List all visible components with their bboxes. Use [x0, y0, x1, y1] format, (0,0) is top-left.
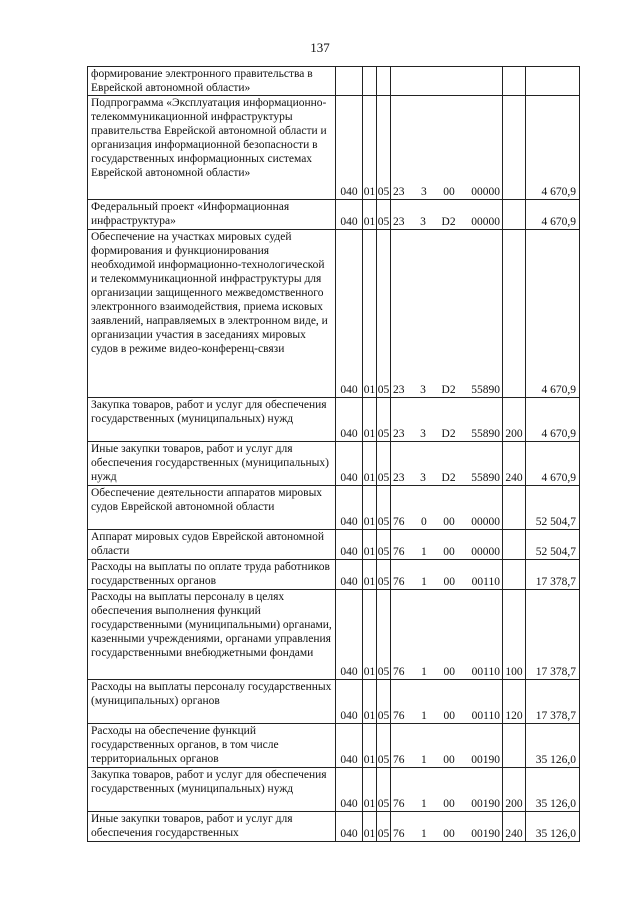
section-code: 01 — [363, 768, 377, 812]
section-code: 01 — [363, 398, 377, 442]
target-article-parts — [391, 471, 502, 485]
target-article-cs1: 23 — [393, 216, 405, 228]
ministry-code: 040 — [336, 442, 363, 486]
amount: 4 670,9 — [526, 230, 580, 398]
row-name: Иные закупки товаров, работ и услуг для обеспечения государственных (муниципальных) нужд — [88, 442, 336, 486]
row-name: Иные закупки товаров, работ и услуг для обеспечения государственных — [88, 812, 336, 842]
target-article-cs1: 76 — [393, 828, 405, 840]
subsection-code — [377, 67, 391, 96]
row-name: Обеспечение на участках мировых судей формирования и функционирования необходимой информационно-технологической и телекоммуникационной инфраструктуры для организации защищенного межведомственного электронного взаимодействия, приема исковых заявлений, направляемых в электронном виде, и организации участия в заседаниях мировых судов в режиме видео-конференц-связи — [88, 230, 336, 398]
target-article-cs4: 00000 — [471, 546, 500, 558]
target-article — [391, 442, 503, 486]
subsection-code: 05 — [377, 442, 391, 486]
target-article-cs3: D2 — [441, 472, 456, 484]
amount: 52 504,7 — [526, 530, 580, 560]
target-article-cs2: 1 — [421, 576, 427, 588]
expense-type-code: 200 — [503, 398, 526, 442]
subsection-code: 05 — [377, 486, 391, 530]
target-article-cs2: 3 — [420, 216, 426, 228]
target-article-cs1: 76 — [393, 576, 405, 588]
expense-type-code: 240 — [503, 442, 526, 486]
target-article-parts — [391, 185, 502, 199]
ministry-code: 040 — [336, 768, 363, 812]
target-article-cs1: 23 — [393, 472, 405, 484]
table-row — [88, 560, 580, 590]
budget-table-body — [88, 67, 580, 842]
expense-type-code — [503, 486, 526, 530]
target-article-cs4: 00000 — [471, 216, 500, 228]
ministry-code: 040 — [336, 230, 363, 398]
target-article-cs1: 76 — [393, 798, 405, 810]
target-article-cs3: 00 — [443, 516, 455, 528]
expense-type-code — [503, 560, 526, 590]
target-article-cs2: 3 — [420, 428, 426, 440]
target-article — [391, 768, 503, 812]
row-name: Аппарат мировых судов Еврейской автономной области — [88, 530, 336, 560]
expense-type-code: 100 — [503, 590, 526, 680]
target-article-cs4: 00110 — [471, 576, 500, 588]
row-name: Подпрограмма «Эксплуатация информационно-телекоммуникационной инфраструктуры правительства Еврейской автономной области и организация информационной безопасности в государственных информационных системах Еврейской автономной области» — [88, 96, 336, 200]
ministry-code: 040 — [336, 530, 363, 560]
amount: 17 378,7 — [526, 560, 580, 590]
amount: 52 504,7 — [526, 486, 580, 530]
row-name: формирование электронного правительства в Еврейской автономной области» — [88, 67, 336, 96]
target-article-cs2: 1 — [421, 666, 427, 678]
subsection-code: 05 — [377, 590, 391, 680]
expense-type-code — [503, 230, 526, 398]
row-name: Расходы на выплаты по оплате труда работников государственных органов — [88, 560, 336, 590]
amount: 4 670,9 — [526, 442, 580, 486]
target-article — [391, 67, 503, 96]
ministry-code: 040 — [336, 398, 363, 442]
table-row — [88, 724, 580, 768]
subsection-code: 05 — [377, 812, 391, 842]
target-article — [391, 486, 503, 530]
subsection-code: 05 — [377, 530, 391, 560]
target-article-cs3: 00 — [443, 798, 455, 810]
target-article-cs3: 00 — [443, 186, 455, 198]
target-article-parts — [391, 515, 502, 529]
target-article-parts — [391, 753, 502, 767]
target-article-cs1: 23 — [393, 384, 405, 396]
target-article-cs4: 00190 — [471, 828, 500, 840]
amount: 4 670,9 — [526, 398, 580, 442]
table-row — [88, 486, 580, 530]
table-row — [88, 230, 580, 398]
section-code: 01 — [363, 724, 377, 768]
target-article — [391, 560, 503, 590]
expense-type-code — [503, 96, 526, 200]
amount: 17 378,7 — [526, 680, 580, 724]
section-code — [363, 67, 377, 96]
target-article-cs2: 1 — [421, 828, 427, 840]
table-row — [88, 442, 580, 486]
target-article-parts — [391, 827, 502, 841]
section-code: 01 — [363, 442, 377, 486]
target-article-cs2: 1 — [421, 798, 427, 810]
target-article-parts — [391, 575, 502, 589]
row-name: Закупка товаров, работ и услуг для обеспечения государственных (муниципальных) нужд — [88, 768, 336, 812]
target-article — [391, 812, 503, 842]
subsection-code: 05 — [377, 230, 391, 398]
ministry-code — [336, 67, 363, 96]
target-article-cs4: 55890 — [471, 384, 500, 396]
target-article-parts — [391, 665, 502, 679]
target-article-parts — [391, 383, 502, 397]
target-article-cs1: 23 — [393, 186, 405, 198]
table-row — [88, 590, 580, 680]
section-code: 01 — [363, 200, 377, 230]
table-row — [88, 200, 580, 230]
ministry-code: 040 — [336, 724, 363, 768]
target-article-cs3: 00 — [443, 754, 455, 766]
target-article-cs2: 3 — [421, 186, 427, 198]
target-article — [391, 724, 503, 768]
row-name: Расходы на обеспечение функций государственных органов, в том числе территориальных органов — [88, 724, 336, 768]
expense-type-code — [503, 724, 526, 768]
section-code: 01 — [363, 680, 377, 724]
target-article — [391, 590, 503, 680]
row-name: Обеспечение деятельности аппаратов мировых судов Еврейской автономной области — [88, 486, 336, 530]
target-article-cs4: 00110 — [471, 666, 500, 678]
expense-type-code: 200 — [503, 768, 526, 812]
target-article-cs3: D2 — [441, 384, 456, 396]
expense-type-code — [503, 530, 526, 560]
subsection-code: 05 — [377, 680, 391, 724]
target-article-cs4: 55890 — [471, 472, 500, 484]
target-article-cs2: 1 — [421, 754, 427, 766]
ministry-code: 040 — [336, 560, 363, 590]
target-article-cs3: D2 — [441, 216, 456, 228]
target-article — [391, 398, 503, 442]
section-code: 01 — [363, 560, 377, 590]
ministry-code: 040 — [336, 96, 363, 200]
target-article-cs2: 3 — [420, 472, 426, 484]
expense-type-code — [503, 200, 526, 230]
target-article — [391, 680, 503, 724]
amount: 17 378,7 — [526, 590, 580, 680]
ministry-code: 040 — [336, 590, 363, 680]
target-article-cs1: 76 — [393, 666, 405, 678]
target-article-cs1: 76 — [393, 516, 405, 528]
row-name: Расходы на выплаты персоналу в целях обеспечения выполнения функций государственными (муниципальными) органами, казенными учреждениями, органами управления государственными внебюджетными фондами — [88, 590, 336, 680]
table-row — [88, 680, 580, 724]
target-article — [391, 230, 503, 398]
target-article-cs4: 00110 — [471, 710, 500, 722]
subsection-code: 05 — [377, 96, 391, 200]
ministry-code: 040 — [336, 812, 363, 842]
table-row — [88, 96, 580, 200]
amount — [526, 67, 580, 96]
target-article-parts — [391, 215, 502, 229]
table-row — [88, 530, 580, 560]
target-article — [391, 200, 503, 230]
ministry-code: 040 — [336, 486, 363, 530]
target-article-cs1: 76 — [393, 754, 405, 766]
target-article-cs4: 00190 — [471, 798, 500, 810]
table-row — [88, 398, 580, 442]
section-code: 01 — [363, 812, 377, 842]
target-article-cs2: 3 — [420, 384, 426, 396]
target-article-cs1: 23 — [393, 428, 405, 440]
target-article-cs1: 76 — [393, 546, 405, 558]
target-article-cs4: 00190 — [471, 754, 500, 766]
amount: 35 126,0 — [526, 768, 580, 812]
target-article — [391, 530, 503, 560]
target-article-cs3: 00 — [443, 666, 456, 678]
table-row — [88, 67, 580, 96]
target-article-cs1: 76 — [393, 710, 405, 722]
target-article-cs4: 00000 — [471, 186, 500, 198]
target-article-cs2: 1 — [421, 546, 427, 558]
ministry-code: 040 — [336, 200, 363, 230]
ministry-code: 040 — [336, 680, 363, 724]
row-name: Расходы на выплаты персоналу государственных (муниципальных) органов — [88, 680, 336, 724]
section-code: 01 — [363, 486, 377, 530]
target-article-cs4: 55890 — [471, 428, 500, 440]
budget-table — [87, 66, 580, 842]
target-article-cs3: 00 — [443, 710, 456, 722]
expense-type-code: 240 — [503, 812, 526, 842]
target-article-cs2: 0 — [421, 516, 427, 528]
row-name: Федеральный проект «Информационная инфраструктура» — [88, 200, 336, 230]
target-article-cs2: 1 — [421, 710, 427, 722]
subsection-code: 05 — [377, 200, 391, 230]
table-row — [88, 768, 580, 812]
row-name: Закупка товаров, работ и услуг для обеспечения государственных (муниципальных) нужд — [88, 398, 336, 442]
section-code: 01 — [363, 230, 377, 398]
subsection-code: 05 — [377, 398, 391, 442]
amount: 35 126,0 — [526, 724, 580, 768]
target-article-parts — [391, 427, 502, 441]
table-row — [88, 812, 580, 842]
section-code: 01 — [363, 590, 377, 680]
page-number: 137 — [310, 40, 330, 55]
amount: 35 126,0 — [526, 812, 580, 842]
target-article-cs4: 00000 — [471, 516, 500, 528]
target-article-parts — [391, 709, 502, 723]
target-article-cs3: 00 — [443, 546, 455, 558]
target-article-cs3: D2 — [441, 428, 456, 440]
target-article-parts — [391, 545, 502, 559]
expense-type-code: 120 — [503, 680, 526, 724]
subsection-code: 05 — [377, 560, 391, 590]
target-article-parts — [391, 797, 502, 811]
section-code: 01 — [363, 530, 377, 560]
target-article-cs3: 00 — [443, 576, 456, 588]
target-article — [391, 96, 503, 200]
section-code: 01 — [363, 96, 377, 200]
subsection-code: 05 — [377, 768, 391, 812]
subsection-code: 05 — [377, 724, 391, 768]
target-article-cs3: 00 — [443, 828, 455, 840]
amount: 4 670,9 — [526, 96, 580, 200]
expense-type-code — [503, 67, 526, 96]
amount: 4 670,9 — [526, 200, 580, 230]
